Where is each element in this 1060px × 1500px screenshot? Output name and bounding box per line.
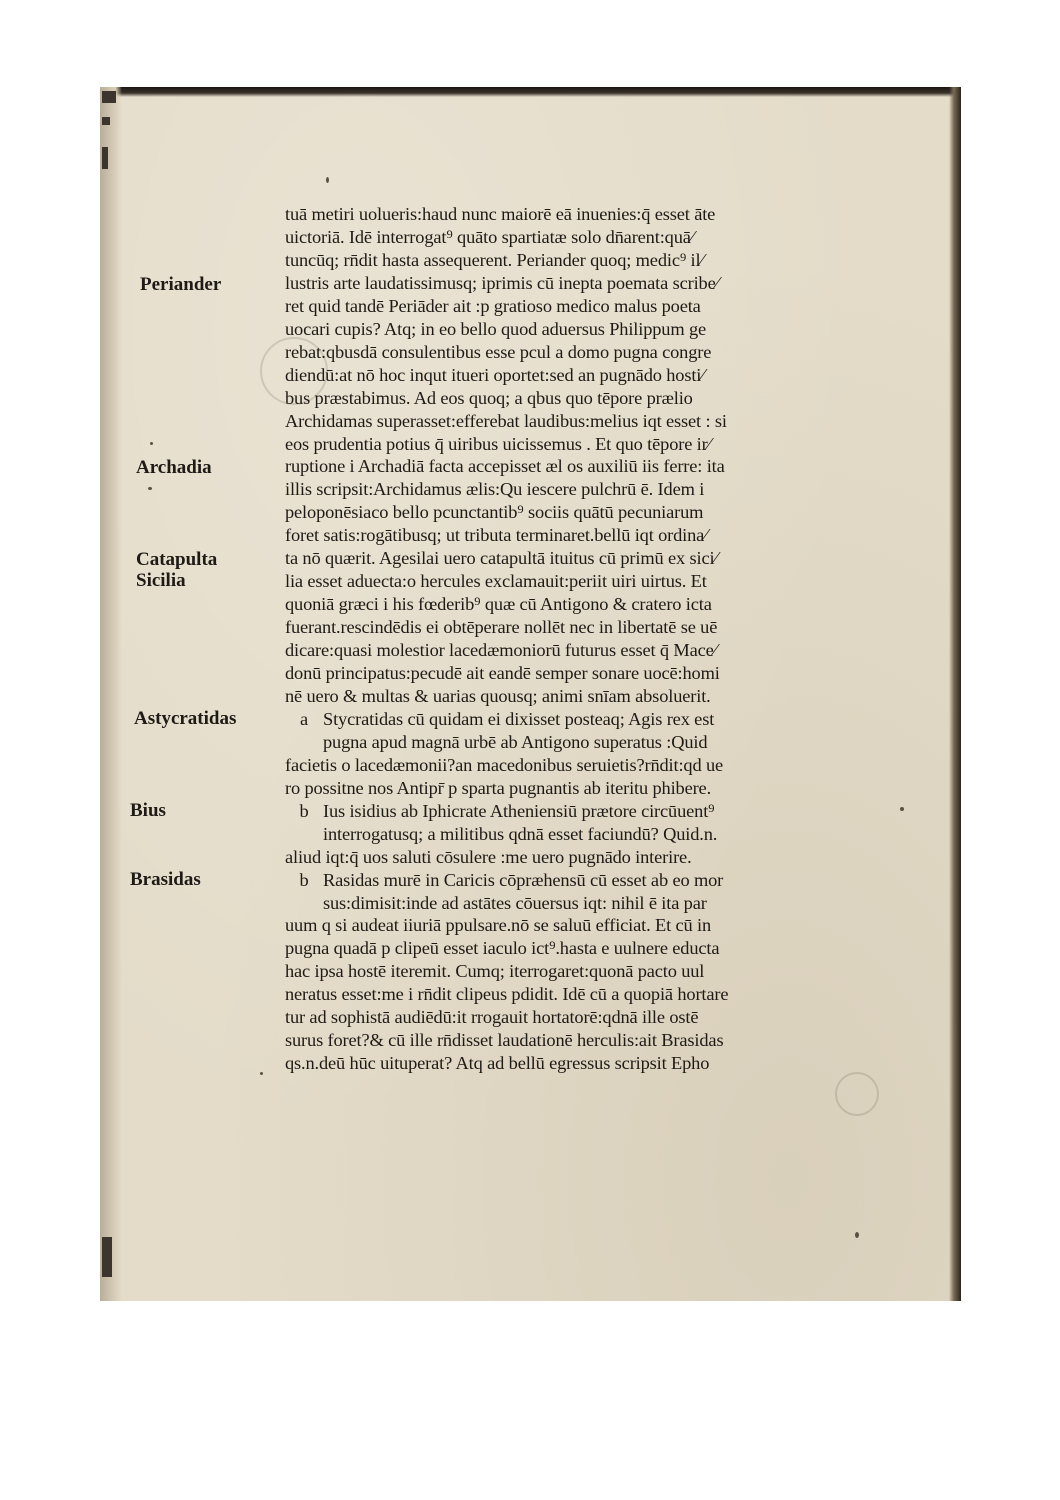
line-text: interrogatusq; a militibus qdnā esset faciundū? Quid.n. — [323, 823, 718, 844]
line-text: foret satis:rogātibusq; ut tributa terminaret.bellū iqt ordina⁄ — [285, 525, 708, 546]
text-line — [285, 777, 890, 800]
line-text: uocari cupis? Atq; in eo bello quod aduersus Philippum ge — [285, 318, 707, 339]
text-line — [285, 203, 890, 226]
line-text: tuncūq; rn̄dit hasta assequerent. Periander quoq; medic⁹ il⁄ — [285, 249, 704, 270]
line-text: ta nō quærit. Agesilai uero catapultā ituitus cū primū ex sici⁄ — [285, 548, 718, 569]
ink-speck — [326, 177, 329, 183]
text-line — [285, 455, 890, 478]
margin-note-bius: Bius — [130, 800, 166, 821]
text-line — [285, 318, 890, 341]
line-text: lia esset aduecta:o hercules exclamauit:periit uiri uirtus. Et — [285, 571, 707, 592]
line-text: peloponēsiaco bello pcunctantib⁹ sociis quātū pecuniarum — [285, 502, 704, 523]
line-text: pugna apud magnā urbē ab Antigono superatus :Quid — [323, 731, 708, 752]
margin-note-brasidas: Brasidas — [130, 869, 201, 890]
faint-stamp — [835, 1072, 879, 1116]
text-line — [285, 272, 890, 295]
text-line — [285, 387, 890, 410]
line-text: hac ipsa hostē iteremit. Cumq; iterrogaret:quonā pacto uul — [285, 961, 705, 982]
text-line — [285, 226, 890, 249]
line-text: Ius isidius ab Iphicrate Atheniensiū prætore circūuent⁹ — [323, 800, 715, 821]
ink-speck — [900, 807, 904, 811]
line-text: lustris arte laudatissimusq; iprimis cū inepta poemata scribe⁄ — [285, 272, 719, 293]
text-line — [285, 892, 890, 915]
line-text: sus:dimisit:inde ad astātes cōuersus iqt: nihil ē ita par — [323, 892, 707, 913]
line-text: pugna quadā p clipeū esset iaculo ict⁹.hasta e uulnere educta — [285, 938, 720, 959]
text-line — [285, 937, 890, 960]
text-line — [285, 295, 890, 318]
text-line — [285, 731, 890, 754]
text-line — [285, 800, 890, 823]
line-text: eos prudentia potius q̄ uiribus uicissemus . Et quo tēpore ir⁄ — [285, 433, 711, 454]
line-text: facietis o lacedæmonii?an macedonibus seruietis?rn̄dit:qd ue — [285, 754, 724, 775]
text-line — [285, 869, 890, 892]
line-text: ro possitne nos Antipr̄ p sparta pugnantis ab iteritu phibere. — [285, 777, 712, 798]
line-text: dicare:quasi molestior lacedæmoniorū futurus esset q̄ Mace⁄ — [285, 640, 717, 661]
margin-note-periander: Periander — [140, 274, 222, 295]
margin-note-catapulta: Catapulta — [136, 549, 218, 570]
page-top-edge-shadow — [100, 87, 961, 97]
paragraph-letter: b — [299, 800, 309, 821]
text-line — [285, 639, 890, 662]
line-text: Rasidas murē in Caricis cōpræhensū cū esset ab eo mor — [323, 869, 724, 890]
text-line — [285, 478, 890, 501]
line-text: aliud iqt:q̄ uos saluti cōsulere :me uero pugnādo interire. — [285, 846, 692, 867]
text-line — [285, 524, 890, 547]
line-text: Archidamas superasset:efferebat laudibus:melius iqt esset : si — [285, 410, 727, 431]
line-text: illis scripsit:Archidamus ælis:Qu iescere pulchrū ē. Idem i — [285, 479, 705, 500]
line-text: ret quid tandē Periāder ait :p gratioso medico malus poeta — [285, 295, 701, 316]
line-text: rebat:qbusdā consulentibus esse pcul a domo pugna congre — [285, 341, 712, 362]
binding-mark — [102, 117, 110, 125]
text-line — [285, 983, 890, 1006]
page-binding-edge — [100, 87, 122, 1301]
line-text: tur ad sophistā audiēdū:it rrogauit hortatorē:qdnā ille ostē — [285, 1007, 699, 1028]
line-text: qs.n.deū hūc uituperat? Atq ad bellū egressus scripsit Epho — [285, 1053, 710, 1074]
text-line — [285, 1006, 890, 1029]
ink-speck — [260, 1072, 263, 1075]
text-line — [285, 823, 890, 846]
line-text: uum q si audeat iiuriā ppulsare.nō se saluū efficiat. Et cū in — [285, 915, 711, 936]
text-line — [285, 501, 890, 524]
margin-note-sicilia: Sicilia — [136, 570, 186, 591]
text-line — [285, 570, 890, 593]
ink-speck — [150, 442, 153, 445]
text-line — [285, 914, 890, 937]
line-text: uictoriā. Idē interrogat⁹ quāto spartiatæ solo dn̄arent:quā⁄ — [285, 226, 694, 247]
text-line — [285, 1052, 890, 1075]
binding-mark — [102, 1237, 112, 1277]
line-text: ruptione i Archadiā facta accepisset æl os auxiliū iis ferre: ita — [285, 456, 725, 477]
margin-note-astycratidas: Astycratidas — [134, 708, 237, 729]
line-text: diendū:at nō hoc inqut itueri oportet:sed an pugnādo hosti⁄ — [285, 364, 705, 385]
text-line — [285, 846, 890, 869]
line-text: Stycratidas cū quidam ei dixisset posteaq; Agis rex est — [323, 708, 715, 729]
line-text: surus foret?& cū ille rn̄disset laudationē herculis:ait Brasidas — [285, 1030, 724, 1051]
text-line — [285, 364, 890, 387]
line-text: tuā metiri uolueris:haud nunc maiorē eā inuenies:q̄ esset āte — [285, 204, 716, 224]
line-text: neratus esset:me i rn̄dit clipeus pdidit. Idē cū a quopiā hortare — [285, 984, 729, 1005]
ink-speck — [855, 1232, 859, 1238]
paragraph-letter: b — [299, 869, 309, 890]
page-right-edge-shadow — [949, 87, 961, 1301]
ink-speck — [148, 487, 152, 490]
line-text: bus præstabimus. Ad eos quoq; a qbus quo tēpore prælio — [285, 387, 693, 408]
text-line — [285, 754, 890, 777]
scanned-page — [100, 87, 961, 1301]
text-line — [285, 960, 890, 983]
text-line — [285, 410, 890, 433]
line-text: nē uero & multas & uarias quousq; animi snīam absoluerit. — [285, 685, 711, 706]
text-line — [285, 708, 890, 731]
text-line — [285, 593, 890, 616]
line-text: donū principatus:pecudē ait eandē semper sonare uocē:homi — [285, 663, 720, 683]
text-line — [285, 616, 890, 639]
binding-mark — [102, 147, 108, 169]
margin-note-archadia: Archadia — [136, 457, 212, 478]
paragraph-letter: a — [299, 708, 308, 729]
text-line — [285, 547, 890, 570]
line-text: fuerant.rescindēdis ei obtēperare nollēt nec in libertatē se uē — [285, 617, 718, 638]
binding-mark — [102, 91, 116, 103]
text-line — [285, 249, 890, 272]
text-line — [285, 1029, 890, 1052]
line-text: quoniā græci i his fœderib⁹ quæ cū Antigono & cratero icta — [285, 594, 712, 615]
text-line — [285, 685, 890, 708]
text-line — [285, 662, 890, 685]
text-line — [285, 341, 890, 364]
text-line — [285, 433, 890, 456]
